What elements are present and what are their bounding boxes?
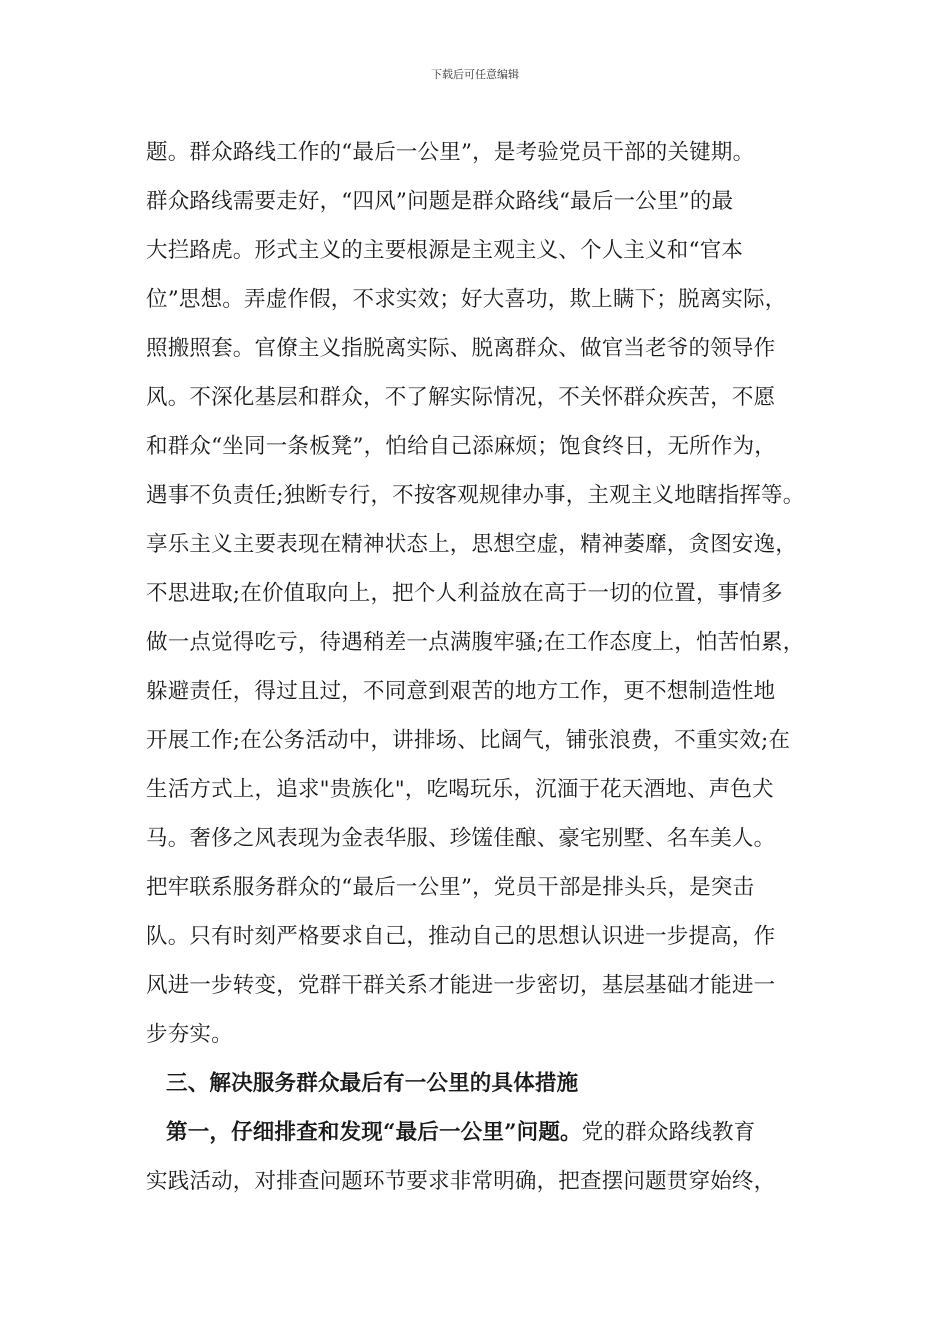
body-line: 不思进取;在价值取向上，把个人利益放在高于一切的位置，事情多 [146, 581, 783, 606]
body-line: 和群众“坐同一条板凳”，怕给自己添麻烦；饱食终日，无所作为， [146, 434, 776, 459]
body-line: 大拦路虎。形式主义的主要根源是主观主义、个人主义和“官本 [146, 238, 744, 263]
body-line: 做一点觉得吃亏，待遇稍差一点满腹牢骚;在工作态度上，怕苦怕累， [146, 630, 805, 655]
paragraph-first-line [146, 1108, 826, 1157]
body-line: 照搬照套。官僚主义指脱离实际、脱离群众、做官当老爷的领导作 [146, 336, 776, 361]
body-line: 位”思想。弄虚作假，不求实效；好大喜功，欺上瞒下；脱离实际， [146, 287, 787, 312]
body-line: 实践活动，对排查问题环节要求非常明确，把查摆问题贯穿始终， [146, 1169, 776, 1194]
page-header: 下载后可任意编辑 [431, 68, 519, 81]
document-body [146, 128, 826, 1206]
section-heading: 三、解决服务群众最后有一公里的具体措施 [166, 1071, 579, 1096]
body-line: 风。不深化基层和群众，不了解实际情况，不关怀群众疾苦，不愿 [146, 385, 776, 410]
paragraph-lead-rest: 党的群众路线教育 [581, 1120, 756, 1145]
body-line: 躲避责任，得过且过，不同意到艰苦的地方工作，更不想制造性地 [146, 679, 776, 704]
paragraph-lead: 第一，仔细排查和发现“最后一公里”问题。 [166, 1120, 582, 1145]
body-line: 队。只有时刻严格要求自己，推动自己的思想认识进一步提高，作 [146, 924, 776, 949]
body-line: 生活方式上，追求"贵族化"，吃喝玩乐，沉湎于花天酒地、声色犬 [146, 777, 774, 802]
body-line: 马。奢侈之风表现为金表华服、珍馐佳酿、豪宅别墅、名车美人。 [146, 826, 776, 851]
body-line: 题。群众路线工作的“最后一公里”，是考验党员干部的关键期。 [146, 140, 755, 165]
body-line: 群众路线需要走好，“四风”问题是群众路线“最后一公里”的最 [146, 189, 734, 214]
body-line: 遇事不负责任;独断专行，不按客观规律办事，主观主义地瞎指挥等。 [146, 483, 805, 508]
body-line: 把牢联系服务群众的“最后一公里”，党员干部是排头兵，是突击 [146, 875, 755, 900]
body-line: 风进一步转变，党群干群关系才能进一步密切，基层基础才能进一 [146, 973, 776, 998]
body-line: 享乐主义主要表现在精神状态上，思想空虚，精神萎靡，贪图安逸， [146, 532, 798, 557]
body-line: 开展工作;在公务活动中，讲排场、比阔气，铺张浪费，不重实效;在 [146, 728, 791, 753]
body-line: 步夯实。 [146, 1022, 233, 1047]
